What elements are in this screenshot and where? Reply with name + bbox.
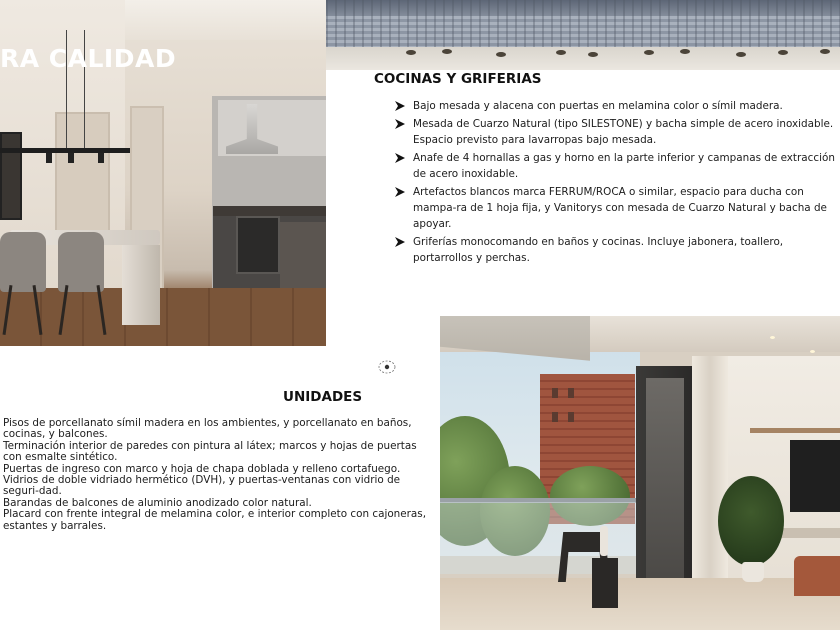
roof-stone bbox=[778, 50, 788, 55]
circular-ornament-icon bbox=[377, 358, 397, 376]
arrowhead-bullet-icon bbox=[395, 187, 405, 197]
photo-lamp bbox=[46, 153, 52, 163]
cocinas-list bbox=[395, 98, 835, 268]
photo-vase bbox=[600, 526, 608, 556]
photo-lamp bbox=[98, 153, 104, 163]
list-item: Barandas de balcones de aluminio anodizado color natural. bbox=[3, 496, 312, 509]
photo-oven bbox=[236, 216, 280, 274]
list-item bbox=[395, 150, 835, 182]
arrowhead-bullet-icon bbox=[395, 153, 405, 163]
roof-stone bbox=[588, 52, 598, 57]
list-item-text: Anafe de 4 hornallas a gas y horno en la parte inferior y campanas de extracción de acero inoxidable. bbox=[413, 152, 835, 180]
list-item bbox=[395, 98, 835, 114]
photo-tv-cabinet bbox=[780, 528, 840, 538]
unidades-heading: UNIDADES bbox=[283, 389, 363, 405]
kitchen-photo bbox=[0, 0, 326, 346]
photo-pendant-light bbox=[0, 148, 130, 153]
roof-stone bbox=[406, 50, 416, 55]
photo-lamp bbox=[68, 153, 74, 163]
arrowhead-bullet-icon bbox=[395, 237, 405, 247]
photo-window-glass bbox=[646, 378, 684, 588]
roof-stone bbox=[644, 50, 654, 55]
photo-countertop bbox=[213, 206, 326, 216]
roof-stone bbox=[496, 52, 506, 57]
list-item bbox=[395, 234, 835, 266]
photo-door bbox=[55, 112, 110, 232]
photo-table-base bbox=[122, 245, 160, 325]
photo-floor bbox=[0, 288, 326, 346]
list-item bbox=[395, 116, 835, 148]
photo-wall-art bbox=[0, 132, 22, 220]
list-item: Terminación interior de paredes con pintura al látex; marcos y hojas de puertas con esmalte sintético. bbox=[3, 439, 417, 464]
arrowhead-bullet-icon bbox=[395, 101, 405, 111]
photo-shelf bbox=[750, 428, 840, 433]
list-item-text: Bajo mesada y alacena con puertas en melamina color o símil madera. bbox=[413, 100, 783, 112]
photo-chair bbox=[58, 232, 104, 292]
photo-window bbox=[568, 412, 574, 422]
list-item: Placard con frente integral de melamina color, e interior completo con cajoneras, estantes y barrales. bbox=[3, 508, 427, 532]
photo-plant bbox=[718, 476, 784, 566]
cocinas-heading: COCINAS Y GRIFERIAS bbox=[374, 71, 542, 87]
photo-tv bbox=[790, 440, 840, 512]
list-item: Puertas de ingreso con marco y hoja de chapa doblada y relleno cortafuego. bbox=[3, 462, 401, 475]
photo-window bbox=[552, 412, 558, 422]
list-item bbox=[395, 184, 835, 232]
roof-stone bbox=[556, 50, 566, 55]
roof-stone bbox=[680, 49, 690, 54]
photo-sofa bbox=[794, 556, 840, 596]
photo-title-overlay: RA CALIDAD bbox=[0, 44, 177, 73]
photo-ceiling-light bbox=[810, 350, 815, 353]
arrowhead-bullet-icon bbox=[395, 119, 405, 129]
list-item-text: Griferías monocomando en baños y cocinas. Incluye jabonera, toallero, portarrollos y perchas. bbox=[413, 236, 784, 264]
photo-side-table bbox=[592, 558, 618, 608]
roof-photo bbox=[326, 0, 840, 70]
photo-chair bbox=[0, 232, 46, 292]
list-item: Pisos de porcellanato símil madera en los ambientes, y porcellanato en baños, cocinas, y balcones. bbox=[3, 417, 412, 441]
photo-floor bbox=[440, 578, 840, 630]
roof-stone bbox=[820, 49, 830, 54]
photo-curtain bbox=[692, 356, 728, 596]
living-room-photo bbox=[440, 316, 840, 630]
roof-stone bbox=[736, 52, 746, 57]
list-item: Vidrios de doble vidriado hermético (DVH), y puertas-ventanas con vidrio de seguri-dad. bbox=[3, 474, 401, 498]
list-item-text: Mesada de Cuarzo Natural (tipo SILESTONE) y bacha simple de acero inoxidable. Espacio previsto para lavarropas bajo mesada. bbox=[413, 118, 834, 146]
photo-window bbox=[552, 388, 558, 398]
roof-terrace bbox=[326, 47, 840, 70]
list-item-text: Artefactos blancos marca FERRUM/ROCA o similar, espacio para ducha con mampa-ra de 1 hoja fija, y Vanitorys con mesada de Cuarzo Natural y bacha de apoyar. bbox=[413, 186, 827, 230]
photo-window bbox=[568, 388, 574, 398]
unidades-list bbox=[3, 418, 431, 532]
photo-ceiling-light bbox=[770, 336, 775, 339]
photo-plant-pot bbox=[742, 562, 764, 582]
roof-stone bbox=[442, 49, 452, 54]
